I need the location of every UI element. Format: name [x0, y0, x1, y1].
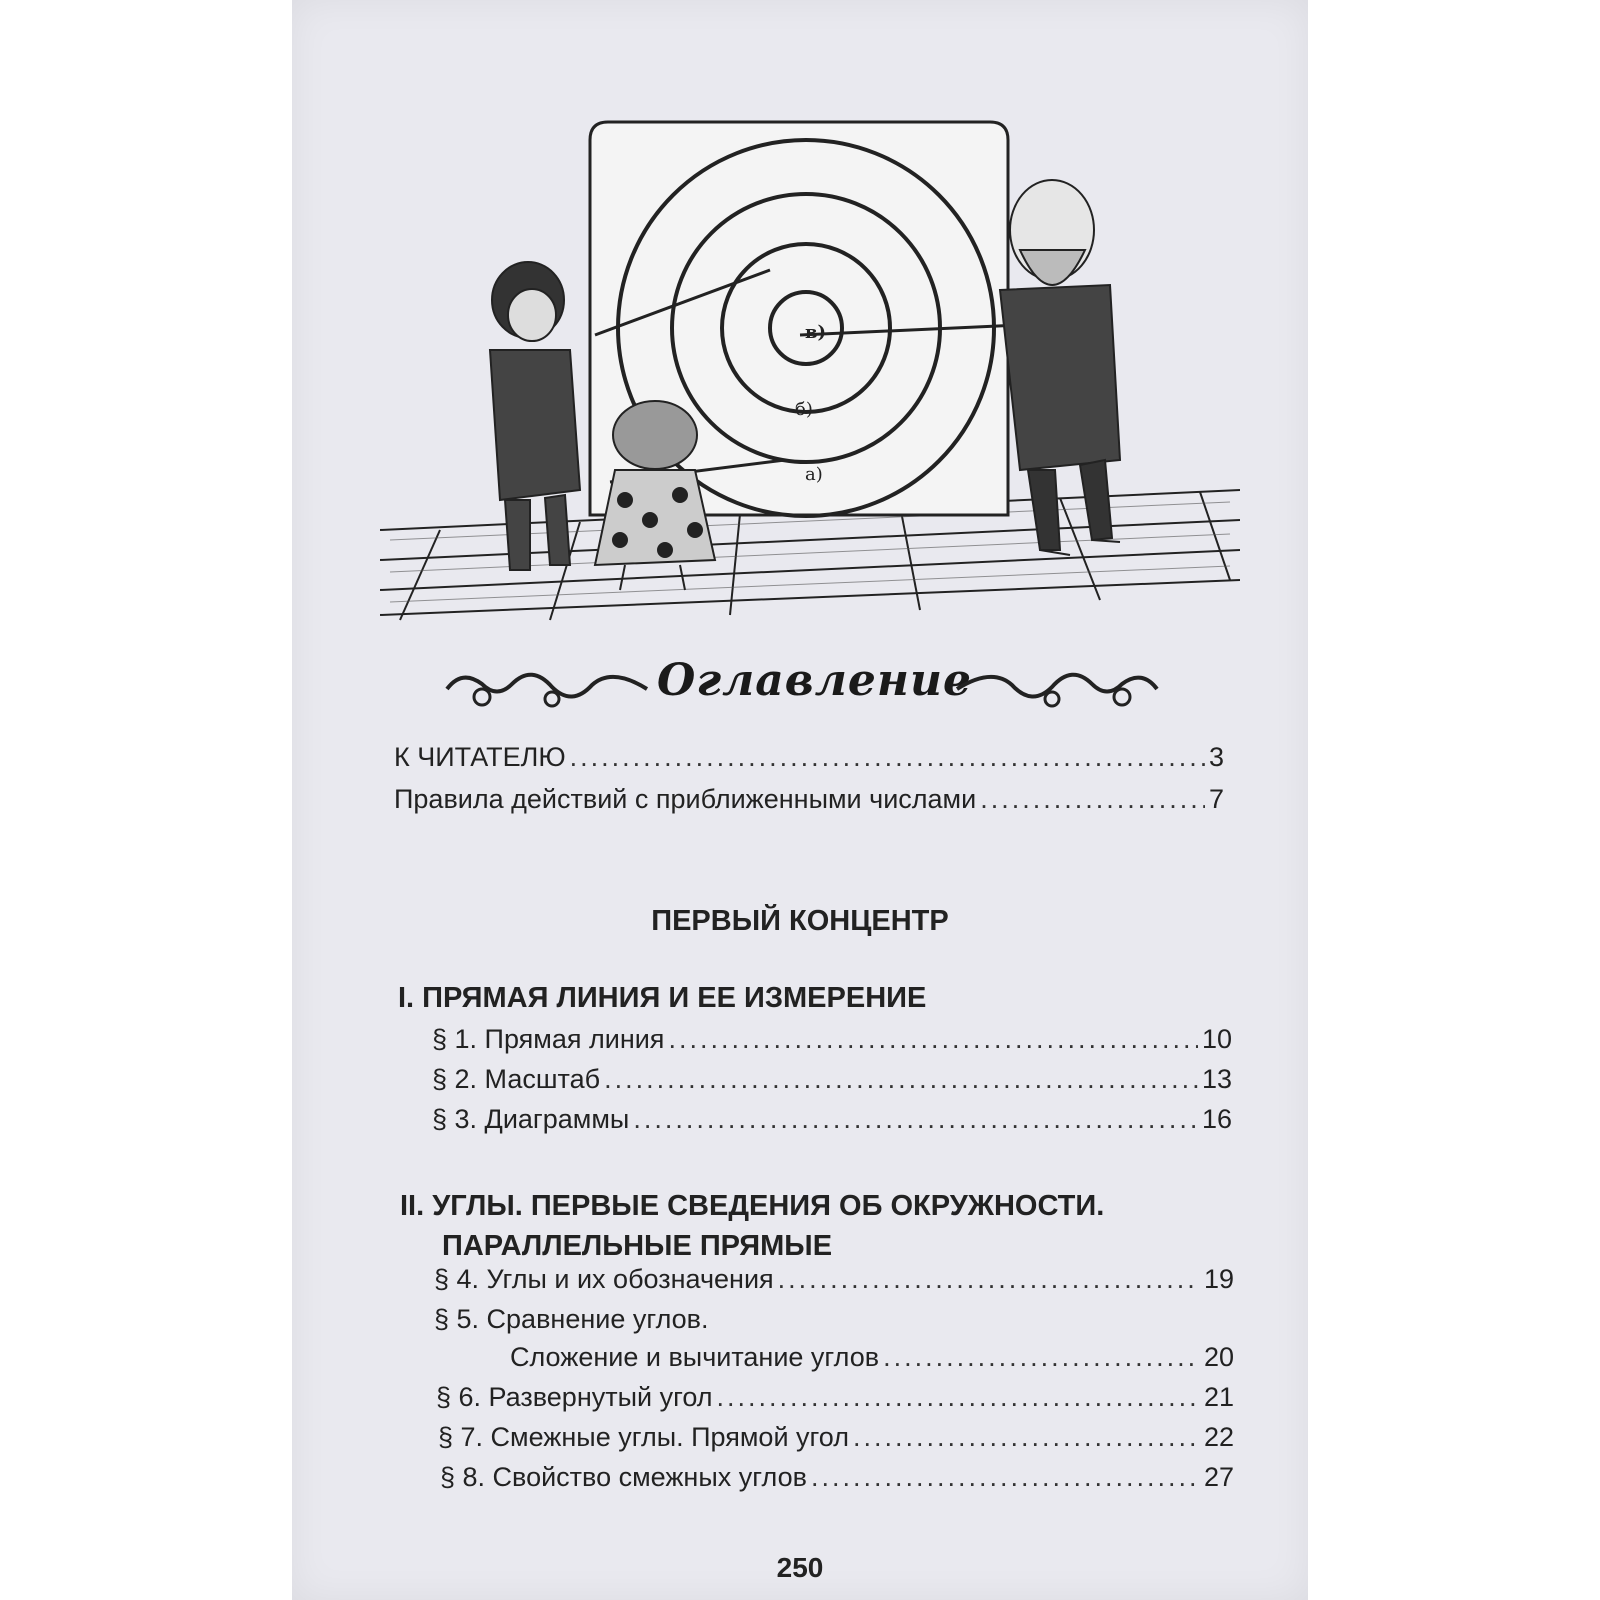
- leader-dots: [668, 1022, 1198, 1056]
- toc-entry[interactable]: [394, 782, 1224, 816]
- toc-entry[interactable]: [432, 1102, 1232, 1136]
- toc-entry-page: 7: [1208, 784, 1224, 814]
- toc-entry-text: § 4. Углы и их обозначения: [434, 1264, 774, 1294]
- toc-entry[interactable]: [440, 1460, 1234, 1494]
- table-of-contents: [292, 0, 1308, 1600]
- toc-entry[interactable]: [432, 1022, 1232, 1056]
- label-outer: а): [805, 464, 823, 485]
- toc-entry-text: § 5. Сравнение углов.: [434, 1304, 709, 1334]
- toc-entry-text: § 2. Масштаб: [432, 1064, 601, 1094]
- toc-entry[interactable]: [432, 1062, 1232, 1096]
- toc-entry[interactable]: [438, 1420, 1234, 1454]
- toc-entry-page: 13: [1201, 1064, 1232, 1094]
- toc-entry[interactable]: [436, 1380, 1234, 1414]
- toc-entry-text: § 8. Свойство смежных углов: [440, 1462, 807, 1492]
- toc-entry-text: § 6. Развернутый угол: [436, 1382, 713, 1412]
- toc-entry-page: 10: [1201, 1024, 1232, 1054]
- toc-entry-page: 22: [1203, 1422, 1234, 1452]
- leader-dots: [811, 1460, 1200, 1494]
- book-page: [292, 0, 1308, 1600]
- leader-dots: [633, 1102, 1198, 1136]
- toc-entry-text: § 7. Смежные углы. Прямой угол: [438, 1422, 849, 1452]
- chapter-title: II. УГЛЫ. ПЕРВЫЕ СВЕДЕНИЯ ОБ ОКРУЖНОСТИ.: [400, 1190, 1105, 1222]
- toc-entry[interactable]: [434, 1262, 1234, 1296]
- leader-dots: [717, 1380, 1200, 1414]
- toc-entry-text: Сложение и вычитание углов: [510, 1342, 880, 1372]
- toc-entry[interactable]: [394, 740, 1224, 774]
- leader-dots: [980, 782, 1205, 816]
- leader-dots: [853, 1420, 1200, 1454]
- toc-entry-text: Правила действий с приближенными числами: [394, 784, 977, 814]
- label-middle: б): [795, 399, 813, 420]
- label-inner: в): [805, 322, 827, 343]
- part-title: ПЕРВЫЙ КОНЦЕНТР: [651, 905, 949, 937]
- toc-entry[interactable]: [510, 1340, 1234, 1374]
- leader-dots: [570, 740, 1205, 774]
- toc-title: Оглавление: [657, 655, 972, 706]
- toc-entry-text: § 3. Диаграммы: [432, 1104, 630, 1134]
- leader-dots: [883, 1340, 1200, 1374]
- toc-entry-page: 27: [1203, 1462, 1234, 1492]
- page-number: 250: [776, 1552, 824, 1583]
- toc-entry-page: 19: [1203, 1264, 1234, 1294]
- toc-entry-page: 21: [1203, 1382, 1234, 1412]
- toc-entry-text: § 1. Прямая линия: [432, 1024, 665, 1054]
- toc-entry-page: 16: [1201, 1104, 1232, 1134]
- toc-entry[interactable]: [434, 1302, 1234, 1336]
- chapter-title-continued: ПАРАЛЛЕЛЬНЫЕ ПРЯМЫЕ: [442, 1230, 833, 1262]
- leader-dots: [778, 1262, 1200, 1296]
- leader-dots: [604, 1062, 1198, 1096]
- toc-entry-page: 20: [1203, 1342, 1234, 1372]
- toc-entry-page: 3: [1208, 742, 1224, 772]
- toc-entry-text: К ЧИТАТЕЛЮ: [394, 742, 566, 772]
- chapter-title: I. ПРЯМАЯ ЛИНИЯ И ЕЕ ИЗМЕРЕНИЕ: [398, 982, 927, 1014]
